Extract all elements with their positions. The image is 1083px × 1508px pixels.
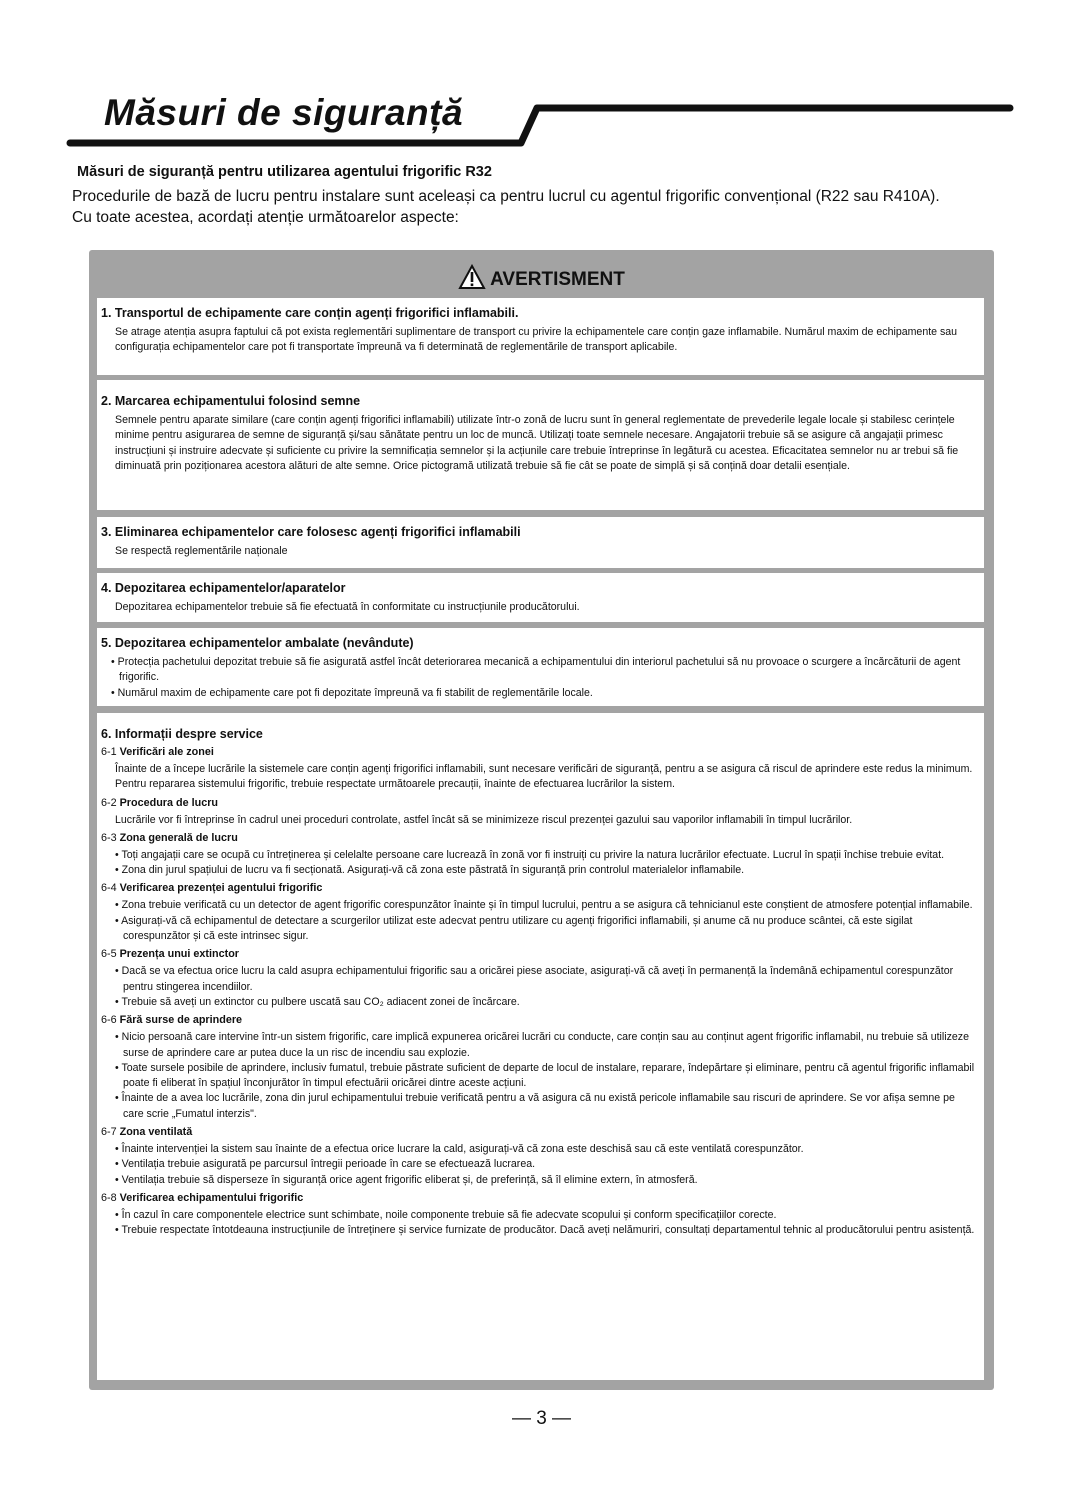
subsection-number: 6-5 [101, 948, 117, 961]
bullet-item: • Toți angajații care se ocupă cu întreținerea și celelalte persoane care lucrează în zonă vor fi instruiți cu privire la natura lucrărilor efectuate. Lucrul în spații închise trebuie evitat. [115, 848, 945, 861]
subsection-bullets [101, 1030, 976, 1122]
bullet-item: • În cazul în care componentele electrice sunt schimbate, noile componente trebuie să fie adecvate scopului și conform specificațiilor corecte. [115, 1208, 777, 1221]
subsection-bullets [101, 898, 976, 944]
section-title: 4. Depozitarea echipamentelor/aparatelor [101, 581, 346, 595]
subsection-heading: Verificarea prezenței agentului frigorific [119, 882, 323, 895]
bullet-item: • Trebuie să aveți un extinctor cu pulbere uscată sau CO₂ adiacent zonei de încărcare. [115, 995, 520, 1008]
bullet-item: • Dacă se va efectua orice lucru la cald asupra echipamentului frigorific sau a oricărei piese asociate, asigurați-vă că aveți în permanență la îndemână echipamentul corespunzător pentru stingerea incendiilor. [115, 965, 954, 993]
subsection-title [101, 1126, 976, 1138]
bullet-item: • Toate sursele posibile de aprindere, inclusiv fumatul, trebuie păstrate suficient de departe de locul de instalare, reparare, îndepărtare și eliminare, pentru că agentul frigorific inflamabil poate fi eliberat în spațiul înconjurător în timpul efectuării oricărei dintre aceste acțiuni. [115, 1061, 975, 1090]
subsection-number: 6-8 [101, 1191, 117, 1204]
section-2 [97, 380, 984, 510]
subsection-number: 6-7 [101, 1126, 117, 1139]
section-text: Se atrage atenția asupra faptului că pot exista reglementări suplimentare de transport cu privire la echipamentele care conțin gaze inflamabile. Numărul maxim de echipamente sau configurația echipamentelor care pot fi transportate împreună va fi determinată de reglementările de transport aplicabile. [115, 326, 958, 354]
subsection-bullets [101, 1142, 976, 1188]
section-5 [97, 628, 984, 706]
bullet-item: • Înainte intervenției la sistem sau înainte de a efectua orice lucrare la cald, asigurați-vă că zona este deschisă sau că este ventilată corespunzător. [115, 1143, 804, 1156]
intro-paragraph: Procedurile de bază de lucru pentru instalare sunt aceleași ca pentru lucrul cu agentul frigorific convențional (R22 sau R410A). [72, 188, 940, 205]
section-subheading: Măsuri de siguranță pentru utilizarea agentului frigorific R32 [77, 164, 492, 180]
subsection-bullets [101, 1208, 976, 1239]
subsection-heading: Prezența unui extinctor [119, 948, 239, 961]
intro-paragraph: Cu toate acestea, acordați atenție următoarelor aspecte: [72, 209, 459, 226]
bullet-item: • Protecția pachetului depozitat trebuie să fie asigurată astfel încât deteriorarea mecanică a echipamentului din interiorul pachetului să nu provoace o scurgere a încărcăturii de agent frigorific. [111, 656, 961, 684]
subsection-heading: Zona generală de lucru [119, 831, 238, 844]
bullet-item: • Nicio persoană care intervine într-un sistem frigorific, care implică expunerea oricărei lucrări cu conducte, care conțin sau au conținut agent frigorific inflamabil, nu trebuie să utilizeze surse de aprindere care ar putea duce la un risc de incendiu sau explozie. [115, 1031, 969, 1059]
subsection-heading: Verificări ale zonei [119, 746, 214, 758]
intro-text [72, 186, 987, 228]
section-bullets [101, 655, 976, 701]
section-title: 1. Transportul de echipamente care conțin agenți frigorifici inflamabili. [101, 306, 519, 320]
section-title: 3. Eliminarea echipamentelor care folosesc agenți frigorifici inflamabili [101, 525, 521, 539]
section-title: 2. Marcarea echipamentului folosind semne [101, 394, 361, 408]
subsection-title [101, 832, 976, 844]
subsection-number: 6-4 [101, 882, 117, 895]
bullet-item: • Asigurați-vă că echipamentul de detectare a scurgerilor utilizat este adecvat pentru utilizare cu agenți frigorifici inflamabili, și anume că nu produce scântei, că este sigilat corespunzător și că este intrinsec sigur. [115, 914, 913, 943]
subsection-bullets [101, 964, 976, 1010]
bullet-item: • Ventilația trebuie să disperseze în siguranță orice agent frigorific eliberat și, de preferință, să îl elimine extern, în atmosferă. [115, 1173, 698, 1186]
subsection-number: 6-3 [101, 831, 117, 844]
warning-box [89, 250, 994, 1390]
subsection-text: Lucrările vor fi întreprinse în cadrul unei proceduri controlate, astfel încât să se minimizeze riscul prezenței gazului sau vaporilor inflamabili în timpul lucrărilor. [115, 813, 853, 826]
subsection-bullets [101, 848, 976, 879]
bullet-item: • Zona trebuie verificată cu un detector de agent frigorific corespunzător înainte și în timpul lucrului, pentru a se asigura că tehnicianul este conștient de atmosfere potențial inflamabile. [115, 899, 973, 912]
section-title: 5. Depozitarea echipamentelor ambalate (nevândute) [101, 636, 414, 650]
bullet-item: • Înainte de a avea loc lucrările, zona din jurul echipamentului trebuie verificată pentru a vă asigura că nu există pericole inflamabile sau riscuri de aprindere. Se vor afișa semne pe care scrie „Fumatul interzis". [115, 1092, 955, 1120]
title-rule [0, 0, 1083, 160]
section-title: 6. Informații despre service [101, 727, 263, 741]
subsection-title [101, 746, 976, 758]
section-text: Semnele pentru aparate similare (care conțin agenți frigorifici inflamabili) utilizate într-o zonă de lucru sunt în general reglementate de prevederile legale locale și stabilesc cerințele minime pentru asigurarea de semne de siguranță și/sau sănătate pentru un loc de muncă. Utilizați toate semnele necesare. Angajatorii trebuie să se asigure că angajații primesc instrucțiuni și instruire adecvate și suficiente cu privire la semnificația semnelor și la acțiunile care trebuie întreprinse în legătură cu acestea. Eficacitatea semnelor nu ar trebui să fie diminuată prin poziționarea acestora alături de alte semne. Orice pictogramă utilizată trebuie să fie cât se poate de simplă și să conțină doar detalii esențiale. [115, 414, 959, 472]
subsection-number: 6-6 [101, 1014, 117, 1027]
subsection-title [101, 1014, 976, 1026]
subsection-number: 6-2 [101, 796, 117, 809]
subsection-heading: Verificarea echipamentului frigorific [119, 1191, 304, 1204]
warning-header [89, 264, 994, 291]
section-1 [97, 298, 984, 375]
page-number: — 3 — [511, 1408, 572, 1429]
bullet-item: • Numărul maxim de echipamente care pot fi depozitate împreună va fi stabilit de reglementările locale. [111, 686, 593, 699]
subsection-title [101, 882, 976, 894]
warning-triangle-icon [458, 264, 486, 290]
subsection-title [101, 1192, 976, 1204]
subsection-heading: Zona ventilată [119, 1126, 193, 1139]
section-text: Se respectă reglementările naționale [115, 545, 288, 557]
section-3 [97, 517, 984, 568]
warning-label: AVERTISMENT [490, 269, 625, 290]
subsection-number: 6-1 [101, 746, 117, 758]
bullet-item: • Zona din jurul spațiului de lucru va fi secționată. Asigurați-vă că zona este păstrată în siguranță prin controlul materialelor inflamabile. [115, 864, 745, 877]
subsection-heading: Fără surse de aprindere [119, 1014, 243, 1027]
subsection-title [101, 797, 976, 809]
page-title: Măsuri de siguranță [104, 92, 464, 133]
bullet-item: • Trebuie respectate întotdeauna instrucțiunile de întreținere și service furnizate de producător. Dacă aveți nelămuriri, consultați departamentul tehnic al producătorului pentru asistență. [115, 1224, 975, 1237]
subsection-heading: Procedura de lucru [119, 796, 219, 809]
bullet-item: • Ventilația trebuie asigurată pe parcursul întregii perioade în care se efectuează lucrarea. [115, 1158, 536, 1171]
subsection-text: Înainte de a începe lucrările la sistemele care conțin agenți frigorifici inflamabili, sunt necesare verificări de siguranță, pentru a se asigura că riscul de aprindere este redus la minimum. Pentru repararea sistemului frigorific, trebuie respectate următoarele precauții, înainte de efectuarea lucrărilor la sistem. [115, 763, 973, 791]
section-6 [97, 713, 984, 1380]
section-4 [97, 573, 984, 622]
section-text: Depozitarea echipamentelor trebuie să fie efectuată în conformitate cu instrucțiunile producătorului. [115, 601, 580, 613]
subsection-title [101, 948, 976, 960]
